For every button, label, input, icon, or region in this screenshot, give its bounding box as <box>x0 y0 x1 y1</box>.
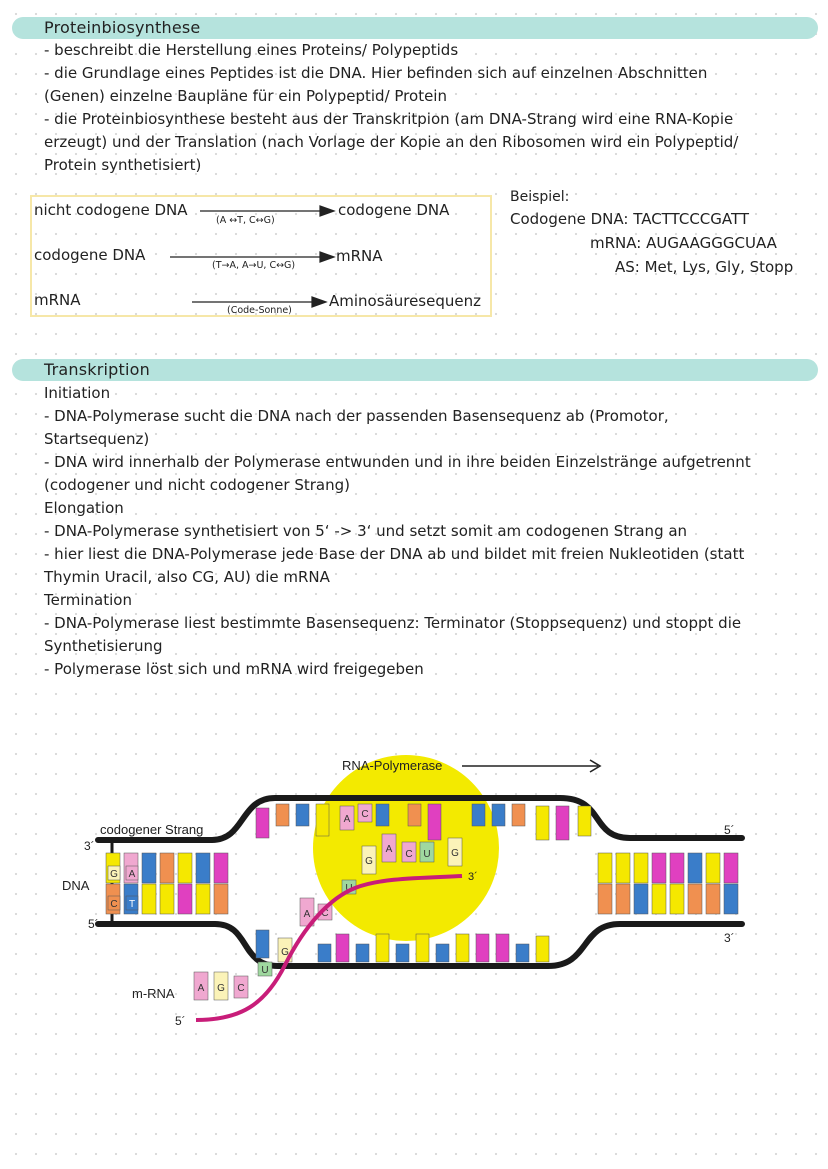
example-as: AS: Met, Lys, Gly, Stopp <box>615 258 794 276</box>
section-title-transkription: Transkription <box>44 360 150 379</box>
svg-text:G: G <box>451 848 459 859</box>
mrna-3prime-label: 3´ <box>468 871 478 883</box>
conv-to-1: codogene DNA <box>338 201 450 219</box>
text-line: Startsequenz) <box>44 430 150 448</box>
subheading-initiation: Initiation <box>44 384 111 402</box>
text-line: - hier liest die DNA-Polymerase jede Base der DNA ab und bildet mit freien Nukleotiden (statt <box>44 545 745 563</box>
svg-text:C: C <box>361 809 369 820</box>
conv-note-2: (T→A, A→U, C↔G) <box>212 260 296 271</box>
dna-label: DNA <box>62 878 90 893</box>
text-line: (codogener und nicht codogener Strang) <box>44 476 350 494</box>
section-title-proteinbiosynthese: Proteinbiosynthese <box>44 18 201 37</box>
rna-polymerase-label: RNA-Polymerase <box>342 758 443 773</box>
svg-text:A: A <box>303 909 311 920</box>
conv-note-1: (A ↔T, C↔G) <box>216 215 275 226</box>
svg-text:U: U <box>345 883 353 894</box>
text-line: - Polymerase löst sich und mRNA wird freigegeben <box>44 660 424 678</box>
conv-from-1: nicht codogene DNA <box>34 201 188 219</box>
text-line: - DNA-Polymerase synthetisiert von 5‘ -> 3‘ und setzt somit am codogenen Strang an <box>44 522 688 540</box>
svg-text:T: T <box>128 899 136 910</box>
text-line: Protein synthetisiert) <box>44 156 202 174</box>
svg-text:A: A <box>385 844 393 855</box>
subheading-termination: Termination <box>44 591 132 609</box>
svg-text:U: U <box>423 849 431 860</box>
svg-text:G: G <box>281 947 289 958</box>
text-line: - DNA wird innerhalb der Polymerase entwunden und in ihre beiden Einzelstränge aufgetrennt <box>44 453 751 471</box>
svg-text:C: C <box>110 899 118 910</box>
svg-text:A: A <box>197 983 205 994</box>
text-line: (Genen) einzelne Baupläne für ein Polypeptid/ Protein <box>44 87 447 105</box>
text-line: - DNA-Polymerase sucht die DNA nach der passenden Basensequenz ab (Promotor, <box>44 407 669 425</box>
prime-3-left: 3´ <box>84 839 95 853</box>
mrna-label: m-RNA <box>132 986 175 1001</box>
svg-text:C: C <box>321 908 329 919</box>
subheading-elongation: Elongation <box>44 499 124 517</box>
svg-text:U: U <box>261 965 269 976</box>
text-line: erzeugt) und der Translation (nach Vorlage der Kopie an den Ribosomen wird ein Polypeptid/ <box>44 133 739 151</box>
prime-5-left: 5´ <box>88 917 99 931</box>
example-dna: Codogene DNA: TACTTCCCGATT <box>510 210 750 228</box>
example-mrna: mRNA: AUGAAGGGCUAA <box>590 234 777 252</box>
svg-text:G: G <box>365 856 373 867</box>
svg-text:G: G <box>110 869 118 880</box>
svg-text:C: C <box>405 849 413 860</box>
text-line: - die Grundlage eines Peptides ist die DNA. Hier befinden sich auf einzelnen Abschnitten <box>44 64 708 82</box>
svg-text:C: C <box>237 983 245 994</box>
conv-from-2: codogene DNA <box>34 246 146 264</box>
svg-text:A: A <box>343 814 351 825</box>
svg-text:G: G <box>217 983 225 994</box>
conv-note-3: (Code-Sonne) <box>227 305 292 316</box>
prime-5-right: 5´ <box>724 823 735 837</box>
codogen-label: codogener Strang <box>100 822 204 837</box>
example-title: Beispiel: <box>510 189 570 205</box>
prime-3-right: 3´ <box>724 931 735 945</box>
mrna-5prime-label: 5´ <box>175 1014 186 1028</box>
text-line: - DNA-Polymerase liest bestimmte Basensequenz: Terminator (Stoppsequenz) und stoppt die <box>44 614 742 632</box>
conv-to-2: mRNA <box>336 247 383 265</box>
svg-text:A: A <box>128 869 136 880</box>
text-line: Synthetisierung <box>44 637 163 655</box>
conv-to-3: Aminosäuresequenz <box>329 292 481 310</box>
text-line: - die Proteinbiosynthese besteht aus der Transkritpion (am DNA-Strang wird eine RNA-Kopie <box>44 110 734 128</box>
conv-from-3: mRNA <box>34 291 81 309</box>
text-line: Thymin Uracil, also CG, AU) die mRNA <box>44 568 330 586</box>
text-line: - beschreibt die Herstellung eines Proteins/ Polypeptids <box>44 41 459 59</box>
